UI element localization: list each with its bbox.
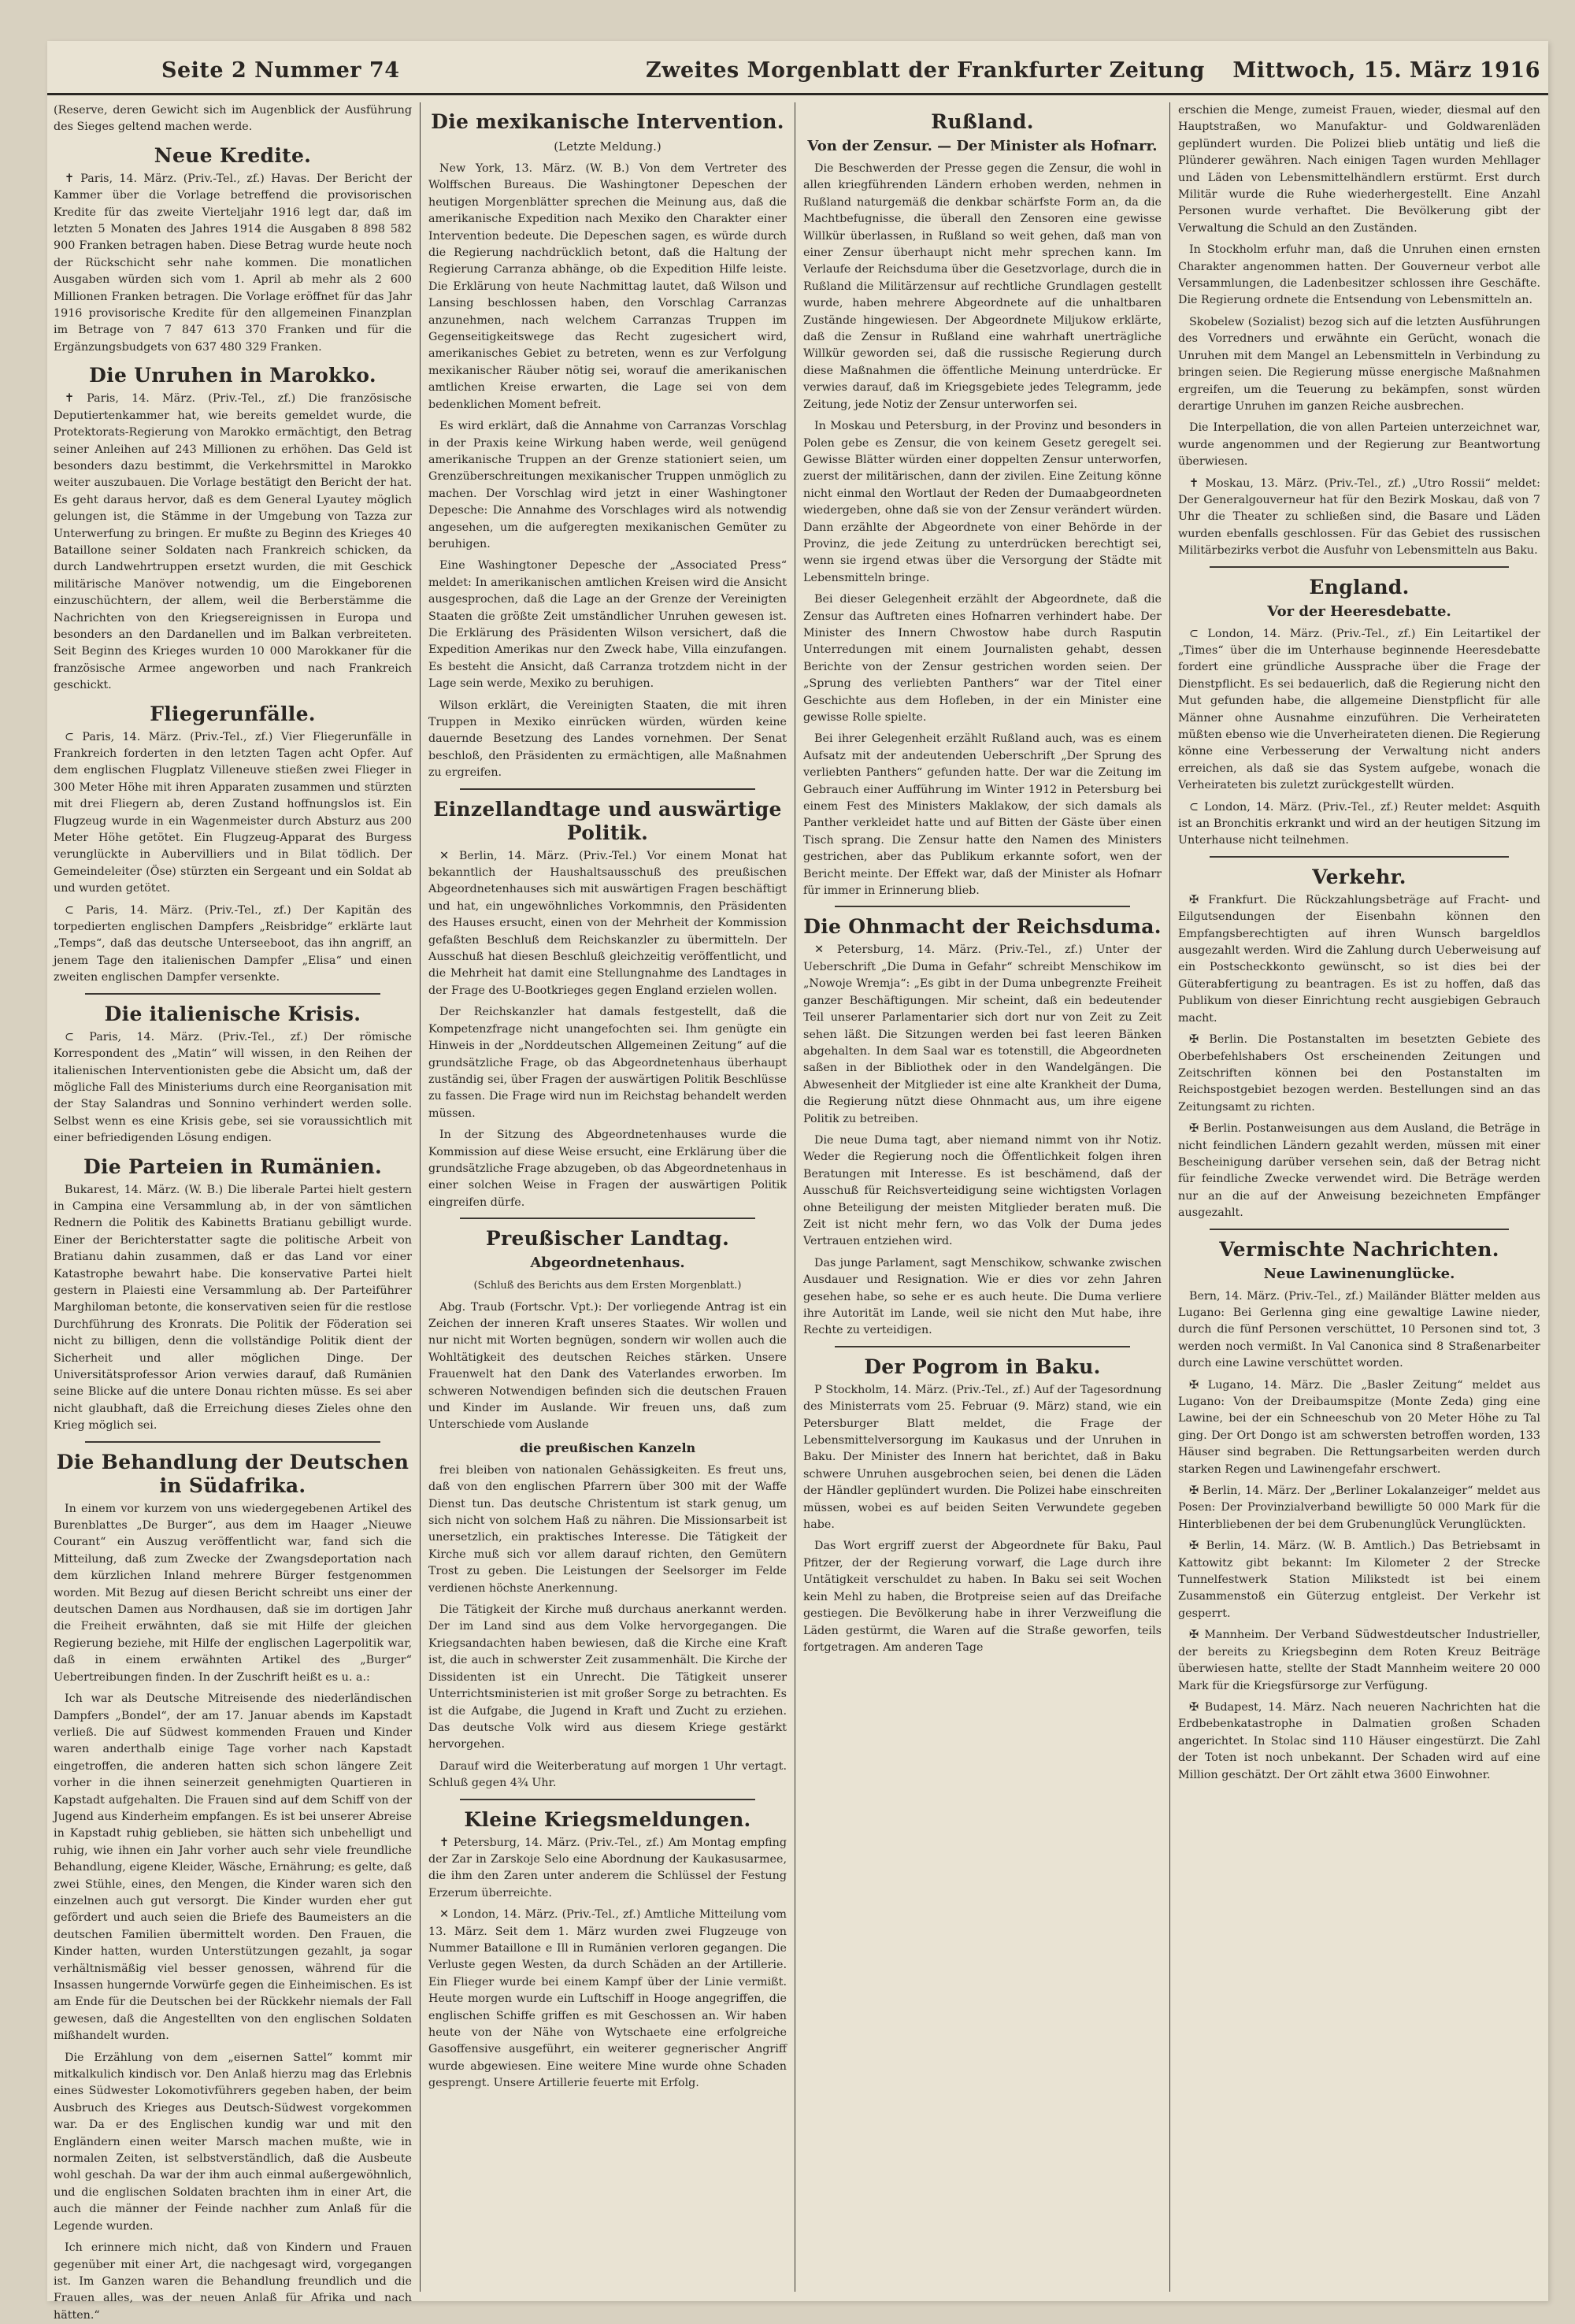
article-paragraph: Die neue Duma tagt, aber niemand nimmt von ihr Notiz. Weder die Regierung noch die Öffentlichkeit folgen ihren Beratungen mit Interesse. Es ist beschämend, daß der Ausschuß für Reichsverteidigung seine wichtigsten Vorlagen ohne Beteiligung der meisten Mitglieder beraten muß. Die Zeit ist nicht mehr fern, wo das Volk der Duma jedes Vertrauen entziehen wird. (803, 1133, 1162, 1248)
article-title: Fliegerunfälle. (150, 702, 316, 725)
section-divider (85, 1441, 380, 1443)
article-paragraph: erschien die Menge, zumeist Frauen, wieder, diesmal auf den Hauptstraßen, wo Manufaktur- und Goldwarenläden geplündert wurden. Die Polizei blieb untätig und ließ die Plünderer gewähren. Nach einigen Tagen wurden Mehllager und Läden von Lebensmittelhändlern erstürmt. Erst durch Militär wurde die Ruhe wiederhergestellt. Eine Anzahl Personen wurde verhaftet. Die Bevölkerung gibt der Verwaltung die Schuld an den Zuständen. (1178, 104, 1540, 235)
article-paragraph: ⊂ Paris, 14. März. (Priv.-Tel., zf.) Der Kapitän des torpedierten englischen Dampfers „Reisbridge“ erklärte laut „Temps“, daß das deutsche Unterseeboot, das ihn angriff, an jenem Tage den italienischen Dampfer „Elisa“ und einen zweiten englischen Dampfer versenkte. (54, 903, 412, 984)
column-rule (420, 102, 421, 2292)
article-paragraph: ✕ Berlin, 14. März. (Priv.-Tel.) Vor einem Monat hat bekanntlich der Haushaltsausschuß des preußischen Abgeordnetenhauses sich mit auswärtigen Fragen beschäftigt und hat, ein ungewöhnliches Vorkommnis, den Präsidenten des Hauses ersucht, einen von der Mehrheit der Kommission gefaßten Beschluß dem Reichskanzler zu übermitteln. Der Ausschuß hat diesen Beschluß gleichzeitig veröffentlicht, und die Mehrheit hat damit eine Stellungnahme des Landtages in der Frage des U-Bootkrieges gegen England erzielen wollen. (428, 849, 787, 997)
article-paragraph: Bern, 14. März. (Priv.-Tel., zf.) Mailänder Blätter melden aus Lugano: Bei Gerlenna ging eine gewaltige Lawine nieder, durch die fünf Personen verschüttet, 10 Personen sind tot, 3 werden noch vermißt. In Val Canonica sind 8 Straßenarbeiter durch eine Lawine verschüttet worden. (1178, 1289, 1540, 1370)
section-divider (1210, 856, 1509, 858)
column-3 (803, 102, 1162, 2292)
article-paragraph: In Stockholm erfuhr man, daß die Unruhen einen ernsten Charakter angenommen hatten. Der Gouverneur verbot alle Versammlungen, die Ladenbesitzer schlossen ihre Geschäfte. Die Regierung ordnete die Entsendung von Lebensmitteln an. (1178, 243, 1540, 307)
article-subtitle: Vor der Heeresdebatte. (1267, 602, 1451, 620)
article-title: Kleine Kriegsmeldungen. (464, 1807, 751, 1831)
article-paragraph: Darauf wird die Weiterberatung auf morgen 1 Uhr vertagt. Schluß gegen 4¾ Uhr. (428, 1759, 787, 1790)
article-paragraph: Die Tätigkeit der Kirche muß durchaus anerkannt werden. Der im Land sind aus dem Volke hervorgegangen. Die Kriegsandachten haben bewiesen, daß die Kirche eine Kraft ist, die auch in schwerster Zeit zusammenhält. Die Kirche der Dissidenten ist ein Unrecht. Die Tätigkeit unserer Unterrichtsministerien ist mit großer Sorge zu betrachten. Es ist die Aufgabe, die Jugend in Kraft und Zucht zu erziehen. Das deutsche Volk wird aus diesem Kriege gestärkt hervorgehen. (428, 1603, 787, 1751)
article-paragraph: Es wird erklärt, daß die Annahme von Carranzas Vorschlag in der Praxis keine Wirkung haben werde, weil genügend amerikanische Truppen an der Grenze stationiert seien, um Grenzüberschreitungen mexikanischer Truppen unmöglich zu machen. Der Vorschlag wird jetzt in einer Washingtoner Depesche: Die Annahme des Vorschlages wird als notwendig angesehen, um die aufgeregten mexikanischen Gemüter zu beruhigen. (428, 420, 787, 550)
article-title: Neue Kredite. (154, 143, 312, 167)
column-2 (428, 102, 787, 2292)
section-divider (460, 1218, 755, 1219)
section-divider (460, 1799, 755, 1800)
article-paragraph: Bei dieser Gelegenheit erzählt der Abgeordnete, daß die Zensur das Auftreten eines Hofnarren verhindert habe. Der Minister des Innern Chwostow habe durch Rasputin Unterredungen mit einem Journalisten gehabt, dessen Berichte von der Zensur gestrichen worden seien. Der „Sprung des verliebten Panthers“ war der Titel einer Geschichte aus dem Hofleben, in der ein Minister eine gewisse Rolle spielte. (803, 593, 1162, 724)
article-note: (Schluß des Berichts aus dem Ersten Morgenblatt.) (473, 1280, 742, 1292)
article-paragraph: In Moskau und Petersburg, in der Provinz und besonders in Polen gebe es Zensur, die von keinem Gesetz geregelt sei. Gewisse Blätter würden einer doppelten Zensur unterworfen, zuerst der militärischen, dann der zivilen. Eine Zeitung könne nicht einmal den Wortlaut der Reden der Dumaabgeordneten wiedergeben, ohne daß sie von der Zensur verändert würden. Dann erzählte der Abgeordnete von einer Behörde in der Provinz, die jede Zeitung zu unterdrücken berechtigt sei, wenn sie irgend etwas über die Versorgung der Städte mit Lebensmitteln bringe. (803, 420, 1162, 584)
article-title: Die Behandlung der Deutschen in Südafrika. (56, 1450, 410, 1497)
article-paragraph: Die Erzählung von dem „eisernen Sattel“ kommt mir mitkalkulich kindisch vor. Den Anlaß hierzu mag das Erlebnis eines Südwester Lokomotivführers gegeben haben, der beim Ausbruch des Krieges aus Deutsch-Südwest vorgekommen war. Da er des Englischen kundig war und mit den Engländern einen weiter Marsch machen mußte, wie in normalen Zeiten, ist selbstverständlich, daß die Ausbeute wohl geschah. Da war der ihm auch einmal außergewöhnlich, und die englischen Soldaten brachten ihm in einer Art, die auch die männer der Feinde nachher zum Anlaß für die Legende wurden. (54, 2051, 412, 2233)
article-title: Preußischer Landtag. (485, 1227, 730, 1251)
article-paragraph: P Stockholm, 14. März. (Priv.-Tel., zf.) Auf der Tagesordnung des Ministerrats vom 25. Februar (9. März) stand, wie ein Petersburger Blatt meldet, die Frage der Lebensmittelversorgung im Kaukasus und der Unruhen in Baku. Der Minister des Innern hat berichtet, daß in Baku schwere Unruhen ausgebrochen seien, bei denen die Läden der Händler geplündert wurden. Die Polizei habe einschreiten müssen, wobei es auf beiden Seiten Verwundete gegeben habe. (803, 1383, 1162, 1532)
article-title: Die mexikanische Intervention. (431, 110, 784, 133)
header-date: Mittwoch, 15. März 1916 (1232, 58, 1540, 83)
section-divider (835, 906, 1130, 907)
article-subtitle: Neue Lawinenunglücke. (1263, 1265, 1455, 1282)
article-paragraph: Abg. Traub (Fortschr. Vpt.): Der vorliegende Antrag ist ein Zeichen der inneren Kraft unseres Staates. Wir wollen und nur nicht mit Worten begnügen, sondern wir wollen auch die Wohltätigkeit des deutschen Reiches stärken. Unsere Frauenwelt hat den Dank des Vaterlandes erworben. Im schweren Notwendigen befinden sich die deutschen Frauen und Kinder im Auslande. Wir freuen uns, daß zum Unterschiede vom Auslande (428, 1300, 787, 1432)
article-paragraph: ✠ Berlin. Die Postanstalten im besetzten Gebiete des Oberbefehlshabers Ost erscheinenden Zeitungen und Zeitschriften können bei den Postanstalten im Reichspostgebiet bezogen werden. Bestellungen sind an das Zeitungsamt zu richten. (1178, 1033, 1540, 1114)
article-subtitle: (Letzte Meldung.) (554, 139, 662, 154)
page-header (47, 41, 1548, 95)
article-paragraph: In einem vor kurzem von uns wiedergegebenen Artikel des Burenblattes „De Burger“, aus dem im Haager „Nieuwe Courant“ ein Auszug veröffentlicht war, fand sich die Mitteilung, daß zum Zwecke der Zwangsdeportation nach dem kürzlichen Inland mehrere Bürger festgenommen worden. Mit Bezug auf diesen Bericht schreibt uns einer der deutschen Damen aus Nordhausen, daß sie im dortigen Jahr die Freiheit erwähnten, daß sie mit Hilfe der gleichen Regierung beziehe, mit Hilfe der englischen Lagerpolitik war, daß in einem erwähnten Artikel des „Burger“ Uebertreibungen finden. In der Zuschrift heißt es u. a.: (54, 1502, 412, 1684)
column-rule (1169, 102, 1170, 2292)
article-subheading: die preußischen Kanzeln (519, 1440, 696, 1455)
article-subtitle: Von der Zensur. — Der Minister als Hofnarr. (807, 138, 1158, 154)
article-paragraph: ✠ Berlin, 14. März. (W. B. Amtlich.) Das Betriebsamt in Kattowitz gibt bekannt: Im Kilometer 2 der Strecke Tunnelfestwerk Station Milikstedt ist bei einem Zusammenstoß ein Güterzug entgleist. Der Verkehr ist gesperrt. (1178, 1540, 1540, 1620)
article-paragraph: ✠ Mannheim. Der Verband Südwestdeutscher Industrieller, der bereits zu Kriegsbeginn dem Roten Kreuz Beiträge überwiesen hatte, stellte der Stadt Mannheim weitere 20 000 Mark für die Kriegsfürsorge zur Verfügung. (1178, 1629, 1540, 1692)
article-title: Der Pogrom in Baku. (864, 1355, 1101, 1378)
article-paragraph: Skobelew (Sozialist) bezog sich auf die letzten Ausführungen des Vorredners und erwähnte ein Gerücht, wonach die Unruhen mit dem Mangel an Lebensmitteln in Verbindung zu bringen seien. Die Regierung müsse energische Maßnahmen ergreifen, um die Teuerung zu bekämpfen, sonst würden derartige Unruhen im ganzen Reiche ausbrechen. (1178, 315, 1540, 413)
article-paragraph: ⊂ London, 14. März. (Priv.-Tel., zf.) Reuter meldet: Asquith ist an Bronchitis erkrankt und wird an der heutigen Sitzung im Unterhause nicht teilnehmen. (1178, 800, 1540, 847)
section-divider (1210, 566, 1509, 568)
article-paragraph: Bukarest, 14. März. (W. B.) Die liberale Partei hielt gestern in Campina eine Versammlung ab, in der von sämtlichen Rednern die Politik des Kabinetts Bratianu gebilligt wurde. Einer der Berichterstatter sagte die politische Arbeit von Bratianu dahin zusammen, daß er das Land vor einer Katastrophe bewahrt habe. Die konservative Partei hielt gestern in Plaiesti eine Versammlung ab. Der Parteiführer Marghiloman betonte, die konservativen seien für die restlose Durchführung des Kronrats. Die Politik der Föderation sei nicht zu billigen, denn die vollständige Politik dient der Sicherheit und aller möglichen Dinge. Der Universitätsprofessor Arion verwies darauf, daß Rumänien seine Blicke auf die untere Donau richten müsse. Es sei aber nicht glaubhaft, daß die Erreichung dieses Zieles ohne den Krieg möglich sei. (54, 1183, 412, 1433)
article-paragraph: Eine Washingtoner Depesche der „Associated Press“ meldet: In amerikanischen amtlichen Kreisen wird die Ansicht ausgesprochen, daß die Lage an der Grenze der Vereinigten Staaten die größte Zeit umständlicher Unruhen gewesen ist. Die Erklärung des Präsidenten Wilson versichert, daß die Expedition Amerikas nur den Zweck habe, Villa einzufangen. Es besteht die Ansicht, daß Carranza trotzdem nicht in der Lage sein werde, Mexiko zu beruhigen. (428, 559, 787, 691)
article-paragraph: ✕ Petersburg, 14. März. (Priv.-Tel., zf.) Unter der Ueberschrift „Die Duma in Gefahr“ schreibt Menschikow im „Nowoje Wremja“: „Es gibt in der Duma unbegrenzte Freiheit ganzer Beschäftigungen. Mir scheint, daß ein bedeutender Teil unserer Parlamentarier sich dort nur von Zeit zu Zeit sehen läßt. Die Sitzungen werden bei fast leeren Bänken abgehalten. In dem Saal war es totenstill, die Abgeordneten saßen in der Bibliothek oder in den Wandelgängen. Die Abwesenheit der Mitglieder ist eine alte Krankheit der Duma, die Regierung nützt diese Ohnmacht aus, um ihre eigene Politik zu betreiben. (803, 943, 1162, 1125)
article-title: Die Ohnmacht der Reichsduma. (803, 915, 1162, 939)
article-paragraph: ✝ Paris, 14. März. (Priv.-Tel., zf.) Havas. Der Bericht der Kammer über die Vorlage betreffend die provisorischen Kredite für das zweite Vierteljahr 1916 legt dar, daß im letzten 5 Monaten des Jahres 1914 die Ausgaben 8 898 582 900 Franken betragen haben. Diese Betrag wurde heute noch der Rückschicht sehr nahe kommen. Die monatlichen Ausgaben würden sich vom 1. April ab mehr als 2 600 Millionen Franken betragen. Die Vorlage eröffnet für das Jahr 1916 provisorische Kredite für den allgemeinen Finanzplan im Betrage von 7 847 613 370 Franken und für die Ergänzungsbudgets von 637 480 329 Franken. (54, 172, 412, 354)
article-paragraph: ✠ Frankfurt. Die Rückzahlungsbeträge auf Fracht- und Eilgutsendungen der Eisenbahn können den Empfangsberechtigten auf ihren Wunsch bargeldlos ausgezahlt werden. Wird die Zahlung durch Ueberweisung auf ein Postscheckkonto gewünscht, so ist dies bei der Güterabfertigung zu beantragen. Es ist zu hoffen, daß das Publikum von dieser Einrichtung recht ausgiebigen Gebrauch macht. (1178, 893, 1540, 1025)
section-divider (85, 993, 380, 995)
article-paragraph: Der Reichskanzler hat damals festgestellt, daß die Kompetenzfrage nicht unangefochten sei. Ihm genügte ein Hinweis in der „Norddeutschen Allgemeinen Zeitung“ auf die grundsätzliche Frage, ob das Abgeordnetenhaus überhaupt zuständig sei, über Fragen der auswärtigen Politik Beschlüsse zu fassen. Die Frage wird nun im Reichstag behandelt werden müssen. (428, 1006, 787, 1120)
lead-fragment: (Reserve, deren Gewicht sich im Augenblick der Ausführung des Sieges geltend machen werde. (54, 104, 412, 134)
article-paragraph: Das junge Parlament, sagt Menschikow, schwanke zwischen Ausdauer und Resignation. Wie er dies vor zehn Jahren gesehen habe, so sehe er es auch heute. Die Duma verliere ihre Autorität im Lande, weil sie nicht den Mut habe, ihre Rechte zu verteidigen. (803, 1256, 1162, 1337)
column-4 (1178, 102, 1540, 2292)
section-divider (1210, 1229, 1509, 1230)
article-title: Vermischte Nachrichten. (1219, 1237, 1499, 1261)
article-paragraph: ✕ London, 14. März. (Priv.-Tel., zf.) Amtliche Mitteilung vom 13. März. Seit dem 1. März wurden zwei Flugzeuge von Nummer Bataillone e Ill in Rumänien verloren gegangen. Die Verluste gegen Westen, da durch Schäden an der Artillerie. Ein Flieger wurde bei einem Kampf über der Linie vermißt. Heute morgen wurde ein Luftschiff in Hooge angegriffen, die englischen Schiffe griffen es mit Geschossen an. Wir haben heute von der Nähe von Wytschaete eine erfolgreiche Gasoffensive ausgeführt, ein weiterer gegnerischer Angriff wurde abgewiesen. Eine weitere Mine wurde ohne Schaden gesprengt. Unsere Artillerie feuerte mit Erfolg. (428, 1908, 787, 2090)
article-paragraph: Die Interpellation, die von allen Parteien unterzeichnet war, wurde angenommen und der Regierung zur Beantwortung überwiesen. (1178, 421, 1540, 469)
article-paragraph: ⊂ Paris, 14. März. (Priv.-Tel., zf.) Der römische Korrespondent des „Matin“ will wissen, in den Reihen der italienischen Interventionisten gebe die Absicht um, daß der mögliche Fall des Ministeriums durch eine Reorganisation mit der Stay Salandras und Sonnino verhindert werden solle. Selbst wenn es eine Krisis gebe, sei sie voraussichtlich mit einer befriedigenden Lösung endigen. (54, 1030, 412, 1145)
article-paragraph: ⊂ Paris, 14. März. (Priv.-Tel., zf.) Vier Fliegerunfälle in Frankreich forderten in den letzten Tagen acht Opfer. Auf dem englischen Flugplatz Villeneuve stießen zwei Flieger in 300 Meter Höhe mit ihren Apparaten zusammen und stürzten mit drei Fliegern ab, deren Zustand hoffnungslos ist. Ein Flugzeug wurde in ein Wagenmeister durch Absturz aus 200 Meter Höhe getötet. Ein Flugzeug-Apparat des Burgess verunglückte in Aubervilliers und in Bilat tödlich. Der Gemeindeleiter (Öse) stürzten ein Sergeant und ein Soldat ab und wurden getötet. (54, 730, 412, 895)
article-paragraph: Das Wort ergriff zuerst der Abgeordnete für Baku, Paul Pfitzer, der der Regierung vorwarf, die Lage durch ihre Untätigkeit verschuldet zu haben. In Baku sei seit Wochen kein Mehl zu haben, die Brotpreise seien auf das Dreifache gestiegen. Die Bevölkerung habe in ihrer Verzweiflung die Läden gestürmt, die Waren auf die Straße geworfen, teils fortgetragen. Am anderen Tage (803, 1540, 1162, 1654)
newspaper-page (47, 41, 1548, 2322)
section-divider (835, 1346, 1130, 1347)
header-masthead: Zweites Morgenblatt der Frankfurter Zeitung (646, 58, 1205, 83)
article-title: England. (1309, 575, 1410, 599)
section-divider (460, 788, 755, 790)
article-title: Die Unruhen in Marokko. (89, 364, 376, 387)
article-title: Die italienische Krisis. (104, 1002, 361, 1025)
article-paragraph: In der Sitzung des Abgeordnetenhauses wurde die Kommission auf diese Weise ersucht, eine Erklärung über die grundsätzliche Frage abzugeben, ob das Abgeordnetenhaus in einer solchen Weise in Fragen der auswärtigen Politik eingreifen dürfe. (428, 1129, 787, 1209)
article-paragraph: ✝ Moskau, 13. März. (Priv.-Tel., zf.) „Utro Rossii“ meldet: Der Generalgouverneur hat für den Bezirk Moskau, daß von 7 Uhr die Theater zu schließen sind, die Basare und Läden wurden ebenfalls geschlossen. Für das Gebiet des russischen Militärbezirks verbot die Ausfuhr von Lebensmitteln aus Baku. (1178, 476, 1540, 558)
article-paragraph: Bei ihrer Gelegenheit erzählt Rußland auch, was es einem Aufsatz mit der andeutenden Ueberschrift „Der Sprung des verliebten Panthers“ gefunden hatte. Der war die Zeitung im Gebrauch einer Aufführung im Winter 1912 in Petersburg bei einem Fest des Ministers Maklakow, der sich damals als Panther verkleidet hatte und auf Bitten der Gäste über einen Tisch sprang. Die Zensur hatte den Namen des Ministers gestrichen, aber das Publikum erkannte sofort, wen der Bericht meinte. Der Effekt war, daß der Minister als Hofnarr für immer in Erinnerung blieb. (803, 732, 1162, 898)
article-paragraph: ✠ Budapest, 14. März. Nach neueren Nachrichten hat die Erdbebenkatastrophe in Dalmatien großen Schaden angerichtet. In Stolac sind 110 Häuser eingestürzt. Die Zahl der Toten ist noch unbekannt. Der Schaden wird auf eine Million geschätzt. Der Ort zählt etwa 3600 Einwohner. (1178, 1700, 1540, 1781)
article-paragraph: Ich erinnere mich nicht, daß von Kindern und Frauen gegenüber mit einer Art, die nachgesagt wird, vorgegangen ist. Im Ganzen waren die Behandlung freundlich und die Frauen alles, was der neuen Anlaß für Afrika und nach hätten.“ (54, 2241, 412, 2322)
article-title: Die Parteien in Rumänien. (83, 1155, 382, 1178)
column-1 (54, 102, 412, 2322)
header-page-number: Seite 2 Nummer 74 (161, 58, 400, 83)
article-paragraph: frei bleiben von nationalen Gehässigkeiten. Es freut uns, daß von den englischen Pfarrern über 300 mit der Waffe Dienst tun. Das deutsche Christentum ist stark genug, um sich nicht von solchem Haß zu nähren. Die Missionsarbeit ist unersetzlich, ein praktisches Interesse. Die Tätigkeit der Kirche muß sich vor allem darauf richten, den Gemütern Trost zu geben. Die Leistungen der Seelsorger im Felde verdienen höchste Anerkennung. (428, 1463, 787, 1595)
article-paragraph: Ich war als Deutsche Mitreisende des niederländischen Dampfers „Bondel“, der am 17. Januar abends im Kapstadt verließ. Die auf Südwest kommenden Frauen und Kinder waren anderthalb einige Tage vorher nach Kapstadt eingetroffen, die anderen hatten sich schon längere Zeit vorher in die ihnen seinerzeit genehmigten Quartieren in Kapstadt aufgehalten. Die Frauen sind auf dem Schiff von der Jugend aus Kinderheim empfangen. Es ist bei unserer Abreise in Kapstadt ruhig geblieben, sie hätten sich unbehelligt und ruhig, wie ihnen ein Jahr vorher auch sehr viele freundliche Behandlung, eigene Kleider, Wäsche, Ernährung; es gelte, daß zwei Stühle, eines, den Mengen, die Kinder waren sich den einzelnen auch gut versorgt. Die Kinder wurden eher gut gefördert und auch seien die Briefe des Baumeisters an die deutschen Familien übermittelt worden. Den Frauen, die Kinder hatten, wurden Unterstützungen gezahlt, ja sogar verhältnismäßig viel besser genossen, während für die Insassen hungernde Vorwürfe gegen die Einheimischen. Es ist am Ende für die Deutschen bei der Rückkehr niemals der Fall gewesen, daß die Angestellten von den englischen Soldaten mißhandelt wurden. (54, 1692, 412, 2043)
article-paragraph: Die Beschwerden der Presse gegen die Zensur, die wohl in allen kriegführenden Ländern erhoben werden, nehmen in Rußland naturgemäß die denkbar schärfste Form an, da die Machtbefugnisse, die überall den Zensoren eine gewisse Willkür überlassen, in Rußland so weit gehen, daß man von einer Zensur überhaupt nicht mehr sprechen kann. Im Verlaufe der Reichsduma über die Gesetzvorlage, durch die in Rußland die Militärzensur auf rechtliche Grundlagen gestellt wurde, haben mehrere Abgeordnete auf die unhaltbaren Zustände hingewiesen. Der Abgeordnete Miljukow erklärte, daß die Zensur in Rußland eine wahrhaft unerträgliche Willkür geworden sei, daß die russische Regierung durch diese Maßnahmen die öffentliche Meinung unterdrücke. Er verwies darauf, daß im Kriegsgebiete jedes Telegramm, jede Zeitung, jede Notiz der Zensur unterworfen sei. (803, 162, 1162, 411)
article-paragraph: ✝ Petersburg, 14. März. (Priv.-Tel., zf.) Am Montag empfing der Zar in Zarskoje Selo eine Abordnung der Kaukasusarmee, die ihm den Zaren unter anderem die Schlüssel der Festung Erzerum überreichte. (428, 1836, 787, 1900)
article-title: Rußland. (931, 110, 1034, 133)
article-subtitle: Abgeordnetenhaus. (530, 1255, 685, 1272)
article-paragraph: ✠ Lugano, 14. März. Die „Basler Zeitung“ meldet aus Lugano: Von der Dreibaumspitze (Monte Zeda) ging eine Lawine, bei der ein Schneeschub von 20 Meter Höhe zu Tal ging. Der Ort Dongo ist am schwersten betroffen worden, 133 Häuser sind begraben. Die Rettungsarbeiten werden durch starken Regen und Lawinengefahr erschwert. (1178, 1378, 1540, 1476)
article-paragraph: New York, 13. März. (W. B.) Von dem Vertreter des Wolffschen Bureaus. Die Washingtoner Depeschen der heutigen Morgenblätter sprechen die Meinung aus, daß die amerikanische Expedition nach Mexiko den Charakter einer Intervention bedeute. Die Depeschen sagen, es würde durch die Regierung nachdrücklich betont, daß die Haltung der Regierung Carranza abhänge, ob die Expedition Hilfe leiste. Die Erklärung von heute Nachmittag lautet, daß Wilson und Lansing beschlossen haben, den Vorschlag Carranzas anzunehmen, nach welchem Carranzas Truppen im Gegenseitigkeitswege das Recht zugesichert wird, amerikanisches Gebiet zu betreten, wenn es zur Verfolgung mexikanischer Räuber nötig sei, worauf die amerikanischen amtlichen Kreise erwarten, die Lage sei von dem bedenklichen Moment befreit. (428, 162, 787, 411)
article-paragraph: ✝ Paris, 14. März. (Priv.-Tel., zf.) Die französische Deputiertenkammer hat, wie bereits gemeldet wurde, die Protektorats-Regierung von Marokko ermächtigt, den Betrag seiner Anleihen auf 243 Millionen zu erhöhen. Das Geld ist besonders dazu bestimmt, die Verkehrsmittel in Marokko weiter auszubauen. Die Vorlage bestätigt den Bericht der hat. Es geht daraus hervor, daß es dem General Lyautey möglich gelungen ist, die Stämme in der Umgebung von Tazza zur Unterwerfung zu bringen. Er mußte zu Beginn des Krieges 40 Bataillone seiner Soldaten nach Frankreich schicken, da durch Landwehrtruppen ersetzt wurden, die mit Geschick militärische Manöver notwendig, um die Eingeborenen einzuschüchtern, der allem, weil die Berberstämme die Nachrichten von den Kriegsereignissen in Europa und besonders an den Dardanellen und im Balkan verbreiteten. Seit Beginn des Krieges wurden 10 000 Marokkaner für die französische Armee angeworben und nach Frankreich geschickt. (54, 392, 412, 692)
article-paragraph: Wilson erklärt, die Vereinigten Staaten, die mit ihren Truppen in Mexiko einrücken würden, würden keine dauernde Besetzung des Landes vornehmen. Der Senat beschloß, den Präsidenten zu ermächtigen, alle Maßnahmen zu ergreifen. (428, 699, 787, 780)
article-paragraph: ⊂ London, 14. März. (Priv.-Tel., zf.) Ein Leitartikel der „Times“ über die im Unterhause beginnende Heeresdebatte fordert eine gründliche Aussprache über die Frage der Dienstpflicht. Es sei bedauerlich, daß die Regierung nicht den Mut gefunden habe, die allgemeine Dienstpflicht für alle Männer ohne Ausnahme einzuführen. Die Verheirateten müßten ebenso wie die Unverheirateten dienen. Die Regierung könne eine Verbesserung der Verwaltung nicht anders erreichen, als daß sie das System aufgebe, wonach die Verheirateten bis zuletzt zurückgestellt würden. (1178, 627, 1540, 792)
article-title: Verkehr. (1312, 865, 1406, 888)
article-title: Einzellandtage und auswärtige Politik. (433, 797, 782, 844)
article-paragraph: ✠ Berlin, 14. März. Der „Berliner Lokalanzeiger“ meldet aus Posen: Der Provinzialverband bewilligte 50 000 Mark für die Hinterbliebenen der bei dem Grubenunglück Verunglückten. (1178, 1484, 1540, 1531)
article-paragraph: ✠ Berlin. Postanweisungen aus dem Ausland, die Beträge in nicht feindlichen Ländern gezahlt werden, müssen mit einer Bescheinigung darüber versehen sein, daß der Betrag nicht für feindliche Zwecke verwendet wird. Die Beträge werden nur an die auf der Anweisung bezeichneten Empfänger ausgezahlt. (1178, 1122, 1540, 1220)
